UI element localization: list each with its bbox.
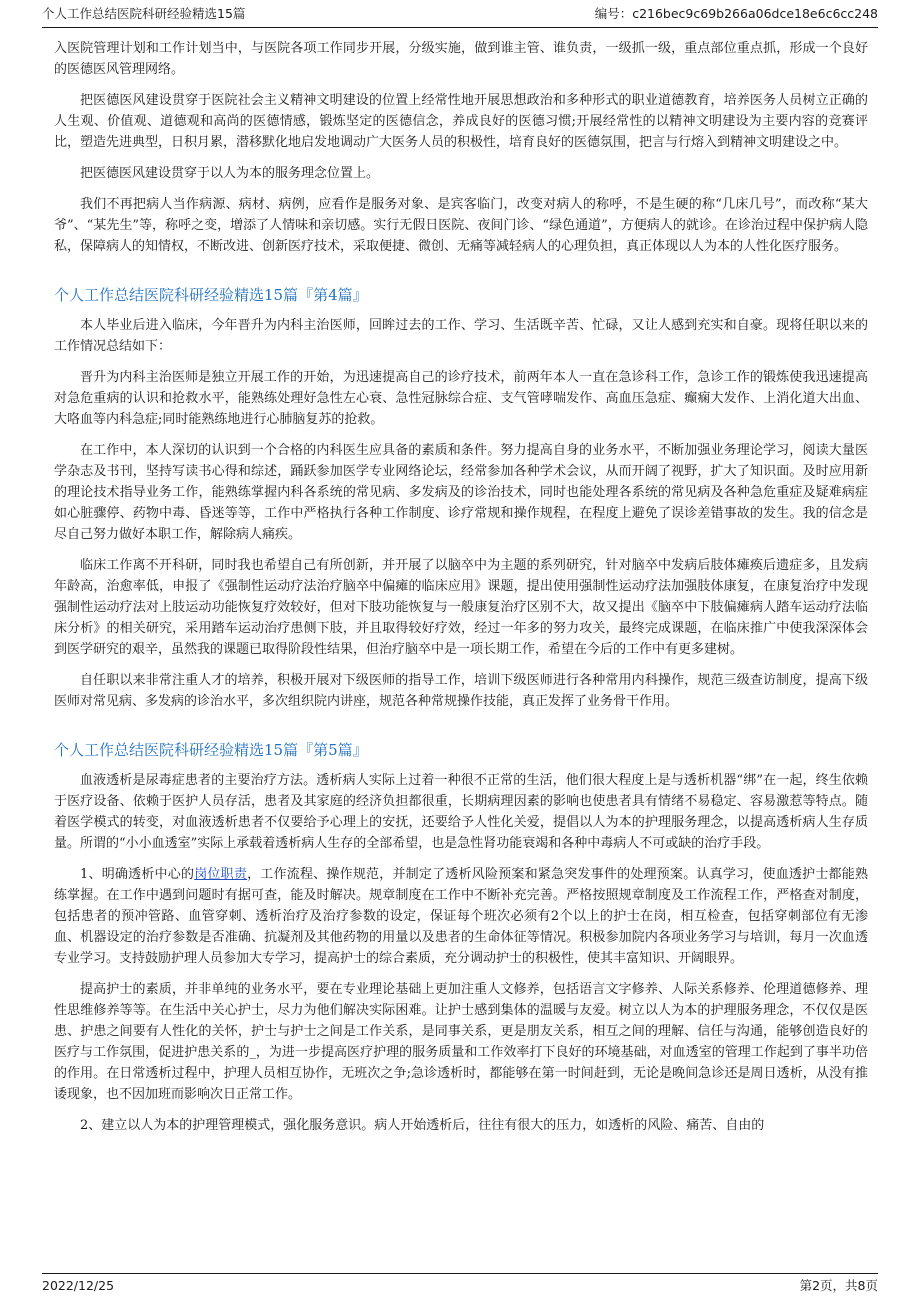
text-segment: ，工作流程、操作规范，并制定了透析风险预案和紧急突发事件的处理预案。认真学习，使血透护士都能熟练掌握。在工作中遇到问题时有据可查，能及时解决。规章制度在工作中不断补充完善。严格按照规章制度及工作流程工作，严格查对制度，包括患者的预冲管路、血管穿刺、透析治疗及治疗参数的设定，保证每个班次必须有2个以上的护士在岗，相互检查，包括穿刺部位有无渗血、机器设定的治疗参数是否准确、抗凝剂及其他药物的用量以及患者的生命体征等情况。积极参加院内各项业务学习与培训，每月一次血透专业学习。支持鼓励护理人员参加大专学习，提高护士的综合素质，充分调动护士的积极性，使其丰富知识、开阔眼界。: [54, 867, 868, 966]
page-footer: [42, 1273, 878, 1302]
page-number: 第2页，共8页: [799, 1278, 878, 1293]
paragraph: 血液透析是尿毒症患者的主要治疗方法。透析病人实际上过着一种很不正常的生活，他们很大程度上是与透析机器“绑”在一起，终生依赖于医疗设备、依赖于医护人员存活，患者及其家庭的经济负担都很重，长期病理因素的影响也使患者具有情绪不易稳定、容易激惹等特点。随着医学模式的转变，对血液透析患者不仅要给予心理上的安抚，还要给予人性化关爱，提倡以人为本的护理服务理念，以提高透析病人生存质量。所谓的“小小血透室”实际上承载着透析病人生存的全部希望，也是急性肾功能衰竭和各种中毒病人不可或缺的治疗手段。: [54, 773, 868, 851]
paragraph: 晋升为内科主治医师是独立开展工作的开始，为迅速提高自己的诊疗技术，前两年本人一直在急诊科工作，急诊工作的锻炼使我迅速提高对急危重病的认识和抢救水平，能熟练处理好急性左心衰、急性冠脉综合症、支气管哮喘发作、高血压急症、癫痫大发作、上消化道大出血、大咯血等内科急症;同时能熟练地进行心肺脑复苏的抢救。: [54, 370, 868, 427]
paragraph: 2、建立以人为本的护理管理模式，强化服务意识。病人开始透析后，往往有很大的压力，如透析的风险、痛苦、自由的: [80, 1118, 765, 1133]
section-heading-5: 个人工作总结医院科研经验精选15篇『第5篇』: [54, 741, 368, 759]
paragraph: 在工作中，本人深切的认识到一个合格的内科医生应具备的素质和条件。努力提高自身的业务水平，不断加强业务理论学习，阅读大量医学杂志及书刊，坚持写读书心得和综述，踊跃参加医学专业网络论坛，经常参加各种学术会议，从而开阔了视野，扩大了知识面。及时应用新的理论技术指导业务工作，能熟练掌握内科各系统的常见病、多发病及的诊治技术，同时也能处理各系统的常见病及各种急危重症及疑难病症如心脏骤停、药物中毒、昏迷等等，工作中严格执行各种工作制度、诊疗常规和操作规程，在程度上避免了误诊差错事故的发生。我的信念是尽自己努力做好本职工作，解除病人痛疾。: [54, 443, 868, 542]
paragraph: 本人毕业后进入临床，今年晋升为内科主治医师，回眸过去的工作、学习、生活既辛苦、忙碌，又让人感到充实和自豪。现将任职以来的工作情况总结如下：: [54, 318, 868, 354]
paragraph-with-link: [54, 864, 868, 969]
document-body: [54, 38, 868, 1146]
paragraph: 我们不再把病人当作病源、病材、病例，应看作是服务对象、是宾客临门，改变对病人的称呼，不是生硬的称“几床几号”，而改称“某大爷”、“某先生”等，称呼之变，增添了人情味和亲切感。实行无假日医院、夜间门诊、“绿色通道”，方便病人的就诊。在诊治过程中保护病人隐私，保障病人的知情权，不断改进、创新医疗技术，采取便捷、微创、无痛等减轻病人的心理负担，真正体现以人为本的人性化医疗服务。: [54, 197, 868, 254]
document-title: 个人工作总结医院科研经验精选15篇: [42, 6, 246, 21]
footer-date: 2022/12/25: [42, 1278, 115, 1293]
paragraph: 临床工作离不开科研，同时我也希望自己有所创新，并开展了以脑卒中为主题的系列研究，针对脑卒中发病后肢体瘫痪后遗症多，且发病年龄高，治愈率低，申报了《强制性运动疗法治疗脑卒中偏瘫的临床应用》课题，提出使用强制性运动疗法加强肢体康复，在康复治疗中发现强制性运动疗法对上肢运动功能恢复疗效较好，但对下肢功能恢复与一般康复治疗区别不大，故又提出《脑卒中下肢偏瘫病人踏车运动疗法临床分析》的相关研究，采用踏车运动治疗患侧下肢，并且取得较好疗效，经过一年多的努力攻关，最终完成课题，在临床推广中使我深深体会到医学研究的艰辛，虽然我的课题已取得阶段性结果，但治疗脑卒中是一项长期工作，希望在今后的工作中有更多建树。: [54, 558, 868, 657]
text-segment: 1、明确透析中心的: [80, 867, 195, 882]
job-duties-link[interactable]: 岗位职责: [194, 867, 248, 882]
paragraph: 入医院管理计划和工作计划当中，与医院各项工作同步开展，分级实施，做到谁主管、谁负责，一级抓一级，重点部位重点抓，形成一个良好的医德医风管理网络。: [54, 41, 868, 77]
page-header: [42, 0, 878, 28]
paragraph: 自任职以来非常注重人才的培养，积极开展对下级医师的指导工作，培训下级医师进行各种常用内科操作，规范三级查访制度，提高下级医师对常见病、多发病的诊治水平，多次组织院内讲座，规范各种常规操作技能，真正发挥了业务骨干作用。: [54, 673, 868, 709]
paragraph: 提高护士的素质，并非单纯的业务水平，要在专业理论基础上更加注重人文修养，包括语言文字修养、人际关系修养、伦理道德修养、理性思维修养等等。在生活中关心护士，尽力为他们解决实际困难。让护士感到集体的温暖与友爱。树立以人为本的护理服务理念，不仅仅是医患、护患之间要有人性化的关怀，护士与护士之间是工作关系，是同事关系，更是朋友关系，相互之间的理解、信任与沟通，能够创造良好的医疗与工作氛围，促进护患关系的_，为进一步提高医疗护理的服务质量和工作效率打下良好的环境基础，对血透室的管理工作起到了事半功倍的作用。在日常透析过程中，护理人员相互协作，无班次之争;急诊透析时，都能够在第一时间赶到，无论是晚间急诊还是周日透析，从没有推诿现象，也不因加班而影响次日正常工作。: [54, 982, 868, 1102]
document-code: 编号：c216bec9c69b266a06dce18e6c6cc248: [594, 6, 878, 21]
section-heading-4: 个人工作总结医院科研经验精选15篇『第4篇』: [54, 286, 368, 304]
paragraph: 把医德医风建设贯穿于医院社会主义精神文明建设的位置上经常性地开展思想政治和多种形式的职业道德教育，培养医务人员树立正确的人生观、价值观、道德观和高尚的医德情感，锻炼坚定的医德信念，养成良好的医德习惯;开展经常性的以精神文明建设为主要内容的竞赛评比，塑造先进典型，日积月累，潜移默化地启发地调动广大医务人员的积极性，培育良好的医德氛围，把言与行熔入到精神文明建设之中。: [54, 93, 868, 150]
paragraph: 把医德医风建设贯穿于以人为本的服务理念位置上。: [80, 166, 380, 181]
